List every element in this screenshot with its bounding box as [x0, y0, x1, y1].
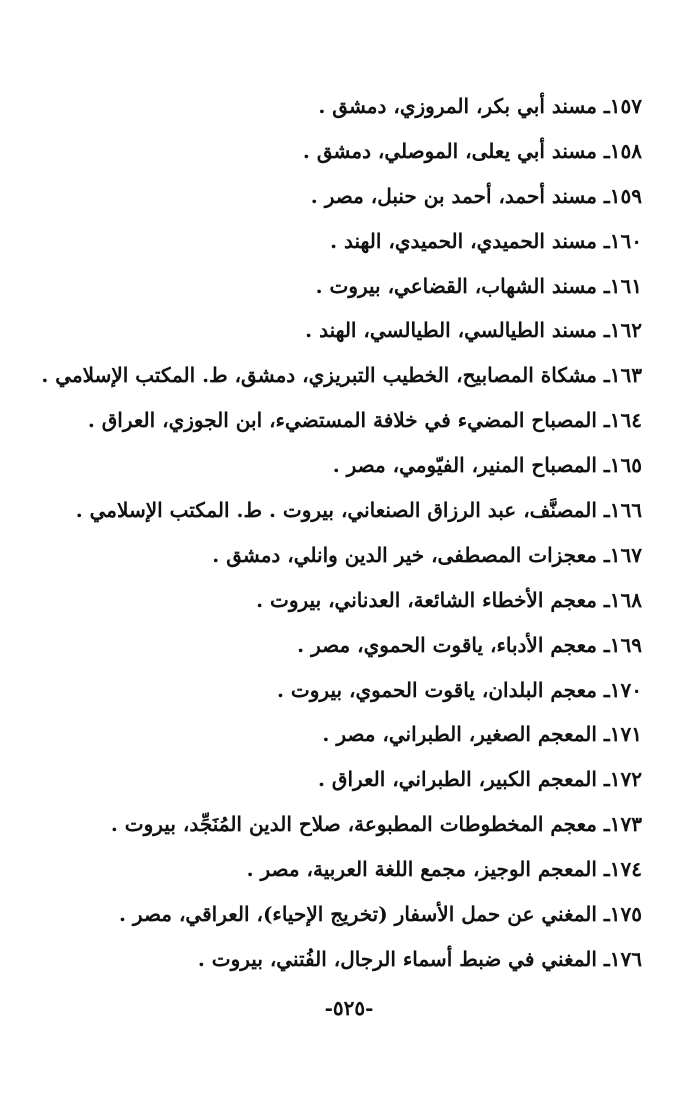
bibliography-entry-167: ١٦٧ـ معجزات المصطفى، خير الدين وانلي، دمشق .	[212, 542, 642, 567]
bibliography-entry-161: ١٦١ـ مسند الشهاب، القضاعي، بيروت .	[315, 273, 642, 298]
bibliography-entry-163: ١٦٣ـ مشكاة المصابيح، الخطيب التبريزي، دمشق، ط. المكتب الإسلامي .	[41, 363, 642, 388]
bibliography-entry-168: ١٦٨ـ معجم الأخطاء الشائعة، العدناني، بيروت .	[256, 587, 642, 612]
bibliography-entry-169: ١٦٩ـ معجم الأدباء، ياقوت الحموي، مصر .	[297, 632, 642, 657]
bibliography-entry-164: ١٦٤ـ المصباح المضيء في خلافة المستضيء، ابن الجوزي، العراق .	[87, 408, 642, 433]
bibliography-entry-172: ١٧٢ـ المعجم الكبير، الطبراني، العراق .	[318, 767, 642, 792]
bibliography-list	[42, 84, 642, 982]
bibliography-entry-173: ١٧٣ـ معجم المخطوطات المطبوعة، صلاح الدين المُنَجِّد، بيروت .	[110, 812, 642, 837]
bibliography-entry-176: ١٧٦ـ المغني في ضبط أسماء الرجال، الفُتني، بيروت .	[197, 946, 642, 971]
page-number: -٥٢٥-	[324, 996, 374, 1020]
bibliography-entry-170: ١٧٠ـ معجم البلدان، ياقوت الحموي، بيروت .	[277, 677, 642, 702]
bibliography-entry-165: ١٦٥ـ المصباح المنير، الفيّومي، مصر .	[332, 453, 642, 478]
bibliography-entry-158: ١٥٨ـ مسند أبي يعلى، الموصلي، دمشق .	[302, 138, 642, 163]
bibliography-entry-162: ١٦٢ـ مسند الطيالسي، الطيالسي، الهند .	[305, 318, 642, 343]
bibliography-entry-160: ١٦٠ـ مسند الحميدي، الحميدي، الهند .	[330, 228, 642, 253]
bibliography-entry-157: ١٥٧ـ مسند أبي بكر، المروزي، دمشق .	[318, 94, 642, 118]
bibliography-entry-175: ١٧٥ـ المغني عن حمل الأسفار (تخريج الإحياء)، العراقي، مصر .	[118, 902, 642, 927]
bibliography-entry-159: ١٥٩ـ مسند أحمد، أحمد بن حنبل، مصر .	[310, 183, 642, 208]
bibliography-entry-174: ١٧٤ـ المعجم الوجيز، مجمع اللغة العربية، مصر .	[246, 857, 642, 882]
bibliography-entry-166: ١٦٦ـ المصنَّف، عبد الرزاق الصنعاني، بيروت . ط. المكتب الإسلامي .	[75, 498, 642, 523]
bibliography-entry-171: ١٧١ـ المعجم الصغير، الطبراني، مصر .	[322, 722, 642, 747]
